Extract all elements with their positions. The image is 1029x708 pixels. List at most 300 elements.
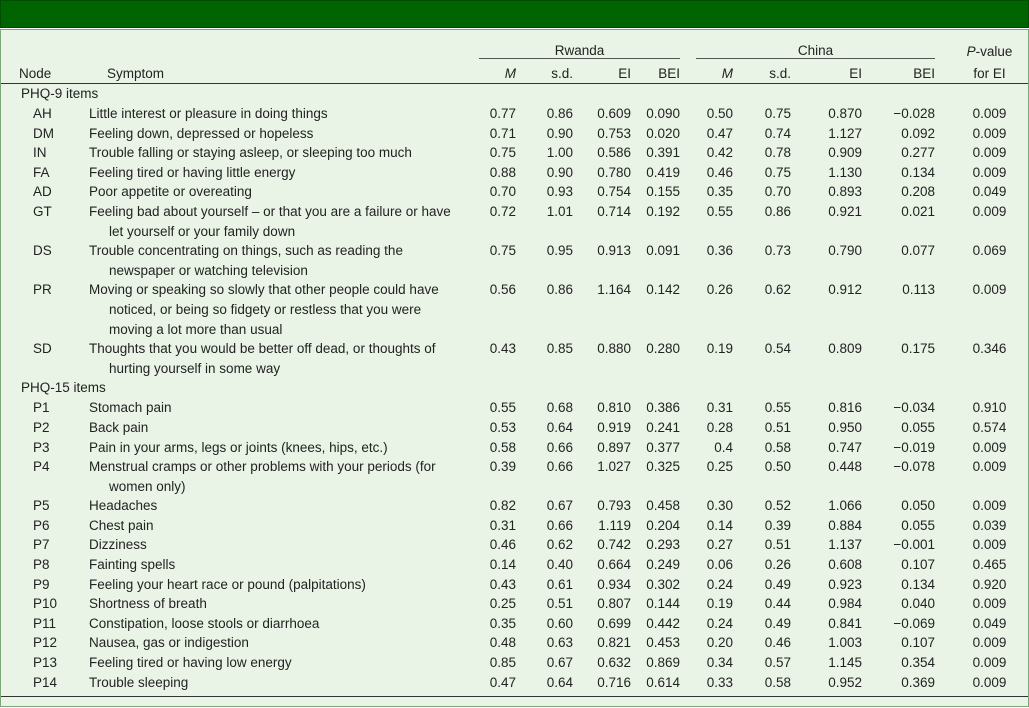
china-ei-cell: 0.950 — [828, 419, 863, 435]
rwanda-sd-cell: 1.01 — [546, 203, 573, 219]
china-bei-cell: −0.028 — [893, 106, 936, 121]
china-bei-cell: 0.107 — [901, 635, 936, 651]
rwanda-m-cell: 0.82 — [489, 498, 516, 514]
rwanda-ei-cell: 0.780 — [597, 164, 631, 180]
pvalue-cell: 0.009 — [972, 439, 1007, 455]
china-ei-cell: 0.448 — [828, 459, 863, 475]
china-bei-cell: 0.055 — [901, 419, 936, 435]
pvalue-cell: 0.009 — [972, 537, 1007, 553]
rwanda-ei-cell: 0.714 — [597, 203, 631, 219]
rwanda-m-cell: 0.43 — [489, 576, 516, 592]
china-ei-cell: 0.790 — [828, 243, 863, 259]
spacer-cell — [935, 555, 951, 575]
china-m-cell: 0.24 — [706, 576, 734, 592]
section-title: PHQ-15 items — [21, 380, 106, 396]
rwanda-ei-cell: 0.754 — [597, 184, 631, 200]
china-ei-cell: 1.066 — [828, 498, 863, 514]
table-row — [1, 398, 1028, 418]
rwanda-sd-cell: 0.90 — [546, 164, 573, 180]
symptom-cell — [89, 594, 479, 614]
rwanda-bei-cell: 0.391 — [646, 145, 681, 161]
table-body — [1, 84, 1028, 697]
china-sd-cell: 0.58 — [764, 439, 792, 455]
node-cell: PR — [33, 282, 52, 298]
section-header-row — [1, 378, 1028, 398]
symptom-cell — [89, 555, 479, 575]
node-cell: AD — [33, 184, 52, 200]
rwanda-m-cell: 0.43 — [489, 341, 516, 357]
rwanda-sd-cell: 0.63 — [546, 635, 573, 651]
rwanda-bei-cell: 0.377 — [646, 439, 681, 455]
node-cell: DM — [33, 125, 54, 141]
china-bei-cell: 0.175 — [901, 341, 936, 357]
rwanda-ei-cell: 0.742 — [597, 537, 631, 553]
china-sd-cell: 0.74 — [764, 125, 792, 141]
china-m-cell: 0.46 — [706, 164, 734, 180]
china-bei-cell: −0.069 — [893, 615, 936, 631]
rwanda-bei-cell: 0.293 — [646, 537, 681, 553]
table-row — [1, 438, 1028, 458]
rwanda-m-cell: 0.53 — [489, 419, 516, 435]
spacer-cell — [935, 202, 951, 241]
china-m-cell: 0.33 — [706, 674, 734, 690]
symptom-cell — [89, 516, 479, 536]
china-bei-cell: 0.113 — [902, 282, 936, 298]
table-row — [1, 280, 1028, 339]
symptom-cell — [89, 614, 479, 634]
table-row — [1, 594, 1028, 614]
symptom-cell — [89, 653, 479, 673]
table-row — [1, 202, 1028, 241]
china-m-cell: 0.19 — [706, 596, 734, 612]
china-ei-cell: 0.816 — [828, 400, 863, 416]
china-m-cell: 0.26 — [706, 282, 734, 298]
table-row — [1, 535, 1028, 555]
spacer-cell — [935, 339, 951, 378]
table-row — [1, 673, 1028, 693]
node-cell: P13 — [33, 655, 58, 671]
symptom-cell — [89, 339, 479, 378]
node-cell: P6 — [33, 517, 50, 533]
spacer-cell — [935, 143, 951, 163]
china-bei-cell: −0.078 — [893, 459, 936, 475]
symptom-cell — [89, 182, 479, 202]
symptom-text: Trouble sleeping — [89, 674, 189, 690]
data-table — [1, 30, 1028, 697]
symptom-text: Menstrual cramps or other problems with your periods (for women only) — [89, 459, 436, 494]
china-sd-header: s.d. — [733, 59, 791, 84]
symptom-cell — [89, 124, 479, 144]
pvalue-cell: 0.009 — [972, 498, 1007, 514]
rwanda-ei-cell: 0.699 — [597, 615, 631, 631]
node-cell: P5 — [33, 498, 50, 514]
china-sd-cell: 0.49 — [764, 615, 792, 631]
rwanda-ei-cell: 0.664 — [597, 557, 631, 573]
table-row — [1, 516, 1028, 536]
spacer-cell — [680, 163, 696, 183]
node-cell: P12 — [33, 635, 58, 651]
symptom-text: Trouble concentrating on things, such as reading the newspaper or watching television — [89, 243, 403, 278]
china-m-header: M — [696, 59, 733, 84]
rwanda-bei-cell: 0.091 — [646, 243, 681, 259]
rwanda-sd-cell: 0.66 — [546, 439, 573, 455]
pvalue-cell: 0.009 — [972, 203, 1007, 219]
rwanda-m-cell: 0.48 — [489, 635, 516, 651]
spacer-cell — [935, 124, 951, 144]
rwanda-m-cell: 0.72 — [489, 203, 516, 219]
pvalue-cell: 0.465 — [972, 557, 1007, 573]
spacer-cell — [935, 496, 951, 516]
header-row-columns — [1, 59, 1028, 84]
spacer-cell — [935, 457, 951, 496]
table-row — [1, 124, 1028, 144]
rwanda-m-cell: 0.58 — [489, 439, 516, 455]
rwanda-ei-cell: 0.716 — [597, 674, 631, 690]
pvalue-cell: 0.039 — [972, 517, 1007, 533]
rwanda-sd-cell: 0.93 — [546, 184, 573, 200]
china-ei-cell: 0.984 — [828, 596, 863, 612]
node-cell: SD — [33, 341, 52, 357]
header-row-groups — [1, 30, 1028, 59]
spacer-cell — [680, 182, 696, 202]
table-panel — [0, 29, 1029, 707]
rwanda-sd-cell: 0.64 — [546, 419, 573, 435]
spacer-cell — [935, 673, 951, 693]
symptom-text: Dizziness — [89, 537, 147, 553]
rwanda-bei-cell: 0.869 — [646, 655, 681, 671]
china-sd-cell: 0.51 — [764, 537, 792, 553]
rwanda-m-cell: 0.56 — [489, 282, 516, 298]
bottom-rule-cell — [1, 692, 1028, 697]
spacer-cell — [935, 104, 951, 124]
china-m-cell: 0.28 — [706, 419, 734, 435]
rwanda-ei-cell: 0.880 — [597, 341, 631, 357]
china-ei-cell: 0.893 — [828, 184, 863, 200]
china-bei-cell: 0.277 — [901, 145, 936, 161]
china-bei-cell: 0.208 — [901, 184, 936, 200]
node-cell: P14 — [33, 674, 58, 690]
rwanda-sd-cell: 0.67 — [546, 655, 573, 671]
china-sd-cell: 0.26 — [764, 557, 792, 573]
spacer-cell — [935, 594, 951, 614]
rwanda-sd-header: s.d. — [516, 59, 573, 84]
china-ei-cell: 0.921 — [828, 203, 863, 219]
rwanda-ei-cell: 0.934 — [597, 576, 631, 592]
spacer-cell — [680, 202, 696, 241]
china-sd-cell: 0.54 — [764, 341, 792, 357]
rwanda-bei-cell: 0.386 — [646, 400, 681, 416]
pvalue-cell: 0.009 — [972, 596, 1007, 612]
table-row — [1, 614, 1028, 634]
spacer-cell — [680, 594, 696, 614]
spacer-cell — [680, 575, 696, 595]
rwanda-ei-cell: 0.919 — [597, 419, 631, 435]
node-cell: GT — [33, 203, 52, 219]
china-sd-cell: 0.86 — [764, 203, 792, 219]
pvalue-cell: 0.346 — [972, 341, 1007, 357]
china-bei-cell: 0.077 — [901, 243, 936, 259]
table-row — [1, 241, 1028, 280]
pvalue-cell: 0.910 — [972, 400, 1007, 416]
china-sd-cell: 0.75 — [764, 106, 792, 121]
china-m-cell: 0.30 — [706, 498, 734, 514]
rwanda-bei-cell: 0.280 — [646, 341, 681, 357]
china-bei-cell: 0.021 — [901, 203, 936, 219]
node-cell: IN — [33, 145, 47, 161]
symptom-cell — [89, 438, 479, 458]
spacer-cell — [680, 124, 696, 144]
node-cell: P11 — [33, 615, 57, 631]
rwanda-ei-cell: 1.119 — [598, 517, 631, 533]
spacer-cell — [935, 280, 951, 339]
node-cell: P9 — [33, 576, 50, 592]
china-m-cell: 0.20 — [706, 635, 734, 651]
group-header-rwanda: Rwanda — [479, 30, 680, 59]
spacer-cell — [935, 633, 951, 653]
rwanda-bei-cell: 0.241 — [646, 419, 681, 435]
rwanda-ei-cell: 0.586 — [597, 145, 631, 161]
rwanda-m-cell: 0.70 — [489, 184, 516, 200]
china-ei-cell: 0.608 — [828, 557, 863, 573]
table-bottom-rule — [1, 692, 1028, 697]
rwanda-m-cell: 0.31 — [489, 517, 516, 533]
table-row — [1, 143, 1028, 163]
rwanda-sd-cell: 0.85 — [546, 341, 573, 357]
pvalue-cell: 0.009 — [972, 125, 1007, 141]
china-m-cell: 0.31 — [706, 400, 734, 416]
rwanda-sd-cell: 0.60 — [546, 615, 573, 631]
symptom-text: Chest pain — [89, 517, 154, 533]
table-row — [1, 633, 1028, 653]
china-m-cell: 0.47 — [706, 125, 734, 141]
rwanda-m-cell: 0.46 — [489, 537, 516, 553]
spacer-cell — [680, 516, 696, 536]
symptom-cell — [89, 398, 479, 418]
symptom-cell — [89, 104, 479, 124]
china-sd-cell: 0.70 — [764, 184, 792, 200]
china-m-cell: 0.19 — [706, 341, 734, 357]
rwanda-sd-cell: 0.68 — [546, 400, 573, 416]
china-ei-cell: 1.130 — [828, 164, 863, 180]
china-m-cell: 0.14 — [706, 517, 734, 533]
rwanda-bei-header: BEI — [631, 59, 680, 84]
pvalue-cell: 0.009 — [972, 164, 1007, 180]
china-sd-cell: 0.55 — [764, 400, 792, 416]
rwanda-m-header: M — [479, 59, 516, 84]
china-m-cell: 0.4 — [714, 439, 734, 455]
symptom-text: Back pain — [89, 419, 149, 435]
china-ei-cell: 1.003 — [828, 635, 863, 651]
rwanda-bei-cell: 0.458 — [646, 498, 681, 514]
spacer-cell — [935, 241, 951, 280]
china-ei-cell: 0.747 — [828, 439, 863, 455]
group-header-china: China — [696, 30, 935, 59]
spacer-cell — [680, 633, 696, 653]
china-sd-cell: 0.73 — [764, 243, 792, 259]
node-cell: AH — [33, 106, 52, 121]
rwanda-ei-cell: 0.821 — [597, 635, 631, 651]
rwanda-ei-cell: 0.793 — [597, 498, 631, 514]
node-cell: P1 — [33, 400, 50, 416]
symptom-text: Shortness of breath — [89, 596, 207, 612]
spacer-cell — [935, 575, 951, 595]
node-cell: FA — [33, 164, 50, 180]
rwanda-ei-cell: 0.632 — [597, 655, 631, 671]
table-row — [1, 339, 1028, 378]
spacer-cell — [680, 496, 696, 516]
pvalue-cell: 0.009 — [972, 459, 1007, 475]
node-header: Node — [1, 59, 89, 84]
rwanda-sd-cell: 0.66 — [546, 459, 573, 475]
china-bei-cell: −0.001 — [893, 537, 936, 553]
title-bar — [0, 0, 1029, 28]
symptom-text: Trouble falling or staying asleep, or sleeping too much — [89, 145, 412, 161]
symptom-text: Headaches — [89, 498, 158, 514]
symptom-text: Feeling tired or having low energy — [89, 655, 292, 671]
node-cell: P3 — [33, 439, 50, 455]
table-row — [1, 163, 1028, 183]
rwanda-bei-cell: 0.020 — [646, 125, 681, 141]
china-sd-cell: 0.52 — [764, 498, 792, 514]
spacer-cell — [680, 673, 696, 693]
pvalue-cell: 0.009 — [972, 145, 1007, 161]
china-ei-cell: 0.909 — [828, 145, 863, 161]
symptom-cell — [89, 241, 479, 280]
rwanda-m-cell: 0.25 — [489, 596, 516, 612]
symptom-text: Constipation, loose stools or diarrhoea — [89, 615, 320, 631]
node-cell: P8 — [33, 557, 50, 573]
node-cell: P10 — [33, 596, 58, 612]
symptom-cell — [89, 143, 479, 163]
china-m-cell: 0.55 — [706, 203, 734, 219]
china-sd-cell: 0.46 — [764, 635, 792, 651]
rwanda-bei-cell: 0.142 — [646, 282, 681, 298]
section-title: PHQ-9 items — [21, 86, 99, 101]
rwanda-bei-cell: 0.192 — [646, 203, 681, 219]
rwanda-m-cell: 0.55 — [489, 400, 516, 416]
china-ei-cell: 0.912 — [828, 282, 863, 298]
rwanda-sd-cell: 0.64 — [546, 674, 573, 690]
rwanda-m-cell: 0.75 — [489, 243, 516, 259]
china-ei-cell: 0.870 — [828, 106, 863, 121]
symptom-text: Feeling your heart race or pound (palpitations) — [89, 576, 366, 592]
rwanda-m-cell: 0.71 — [489, 125, 516, 141]
symptom-text: Pain in your arms, legs or joints (knees, hips, etc.) — [89, 439, 388, 455]
rwanda-m-cell: 0.77 — [489, 106, 516, 121]
symptom-cell — [89, 633, 479, 653]
china-m-cell: 0.25 — [706, 459, 734, 475]
rwanda-bei-cell: 0.453 — [646, 635, 681, 651]
symptom-text: Poor appetite or overeating — [89, 184, 252, 200]
rwanda-ei-header: EI — [573, 59, 631, 84]
spacer-cell — [680, 280, 696, 339]
node-cell: P4 — [33, 459, 50, 475]
rwanda-ei-cell: 0.807 — [597, 596, 631, 612]
spacer-cell — [680, 143, 696, 163]
rwanda-sd-cell: 0.95 — [546, 243, 573, 259]
china-bei-cell: −0.019 — [893, 439, 936, 455]
china-m-cell: 0.06 — [706, 557, 734, 573]
china-m-cell: 0.24 — [706, 615, 734, 631]
rwanda-m-cell: 0.75 — [489, 145, 516, 161]
china-bei-cell: 0.354 — [901, 655, 936, 671]
china-ei-header: EI — [791, 59, 862, 84]
rwanda-m-cell: 0.47 — [489, 674, 516, 690]
china-m-cell: 0.27 — [706, 537, 734, 553]
china-m-cell: 0.42 — [706, 145, 734, 161]
spacer-cell — [935, 163, 951, 183]
node-cell: DS — [33, 243, 52, 259]
spacer-cell — [935, 516, 951, 536]
pvalue-cell: 0.009 — [972, 674, 1007, 690]
spacer-cell — [680, 614, 696, 634]
china-ei-cell: 0.884 — [828, 517, 863, 533]
china-ei-cell: 0.923 — [828, 576, 863, 592]
symptom-text: Fainting spells — [89, 557, 176, 573]
section-header-row — [1, 84, 1028, 105]
symptom-cell — [89, 496, 479, 516]
rwanda-bei-cell: 0.419 — [646, 164, 681, 180]
rwanda-m-cell: 0.14 — [489, 557, 516, 573]
pvalue-cell: 0.069 — [972, 243, 1007, 259]
china-sd-cell: 0.44 — [764, 596, 792, 612]
china-bei-cell: −0.034 — [893, 400, 936, 416]
spacer-cell — [680, 339, 696, 378]
rwanda-bei-cell: 0.325 — [646, 459, 681, 475]
table-row — [1, 418, 1028, 438]
symptom-text: Feeling bad about yourself – or that you are a failure or have let yourself or your family down — [89, 203, 451, 239]
rwanda-bei-cell: 0.090 — [646, 106, 681, 121]
symptom-cell — [89, 457, 479, 496]
spacer-cell — [935, 653, 951, 673]
pvalue-cell: 0.049 — [972, 615, 1007, 631]
china-sd-cell: 0.75 — [764, 164, 792, 180]
rwanda-sd-cell: 0.67 — [546, 498, 573, 514]
china-bei-cell: 0.369 — [901, 674, 936, 690]
symptom-text: Moving or speaking so slowly that other people could have noticed, or being so fidgety or restless that you were moving a lot more than usual — [89, 282, 439, 337]
rwanda-sd-cell: 0.51 — [546, 596, 573, 612]
spacer-cell — [680, 418, 696, 438]
table-row — [1, 653, 1028, 673]
rwanda-bei-cell: 0.442 — [646, 615, 681, 631]
spacer-cell — [935, 614, 951, 634]
symptom-text: Feeling tired or having little energy — [89, 164, 296, 180]
pvalue-cell: 0.009 — [972, 282, 1007, 298]
china-bei-cell: 0.092 — [901, 125, 936, 141]
symptom-cell — [89, 418, 479, 438]
china-ei-cell: 0.809 — [828, 341, 863, 357]
rwanda-bei-cell: 0.249 — [646, 557, 681, 573]
china-ei-cell: 1.145 — [828, 655, 863, 671]
spacer-cell — [680, 457, 696, 496]
rwanda-bei-cell: 0.155 — [646, 184, 681, 200]
china-sd-cell: 0.57 — [764, 655, 792, 671]
pvalue-header-line2: for EI — [951, 59, 1028, 84]
rwanda-sd-cell: 0.90 — [546, 125, 573, 141]
spacer-cell — [680, 535, 696, 555]
rwanda-m-cell: 0.88 — [489, 164, 516, 180]
rwanda-ei-cell: 0.897 — [597, 439, 631, 455]
spacer-cell — [680, 653, 696, 673]
spacer-cell — [680, 555, 696, 575]
rwanda-ei-cell: 1.027 — [597, 459, 631, 475]
spacer-cell — [935, 182, 951, 202]
spacer-cell — [680, 438, 696, 458]
rwanda-m-cell: 0.85 — [489, 655, 516, 671]
symptom-text: Little interest or pleasure in doing things — [89, 106, 328, 121]
table-row — [1, 104, 1028, 124]
rwanda-m-cell: 0.35 — [489, 615, 516, 631]
